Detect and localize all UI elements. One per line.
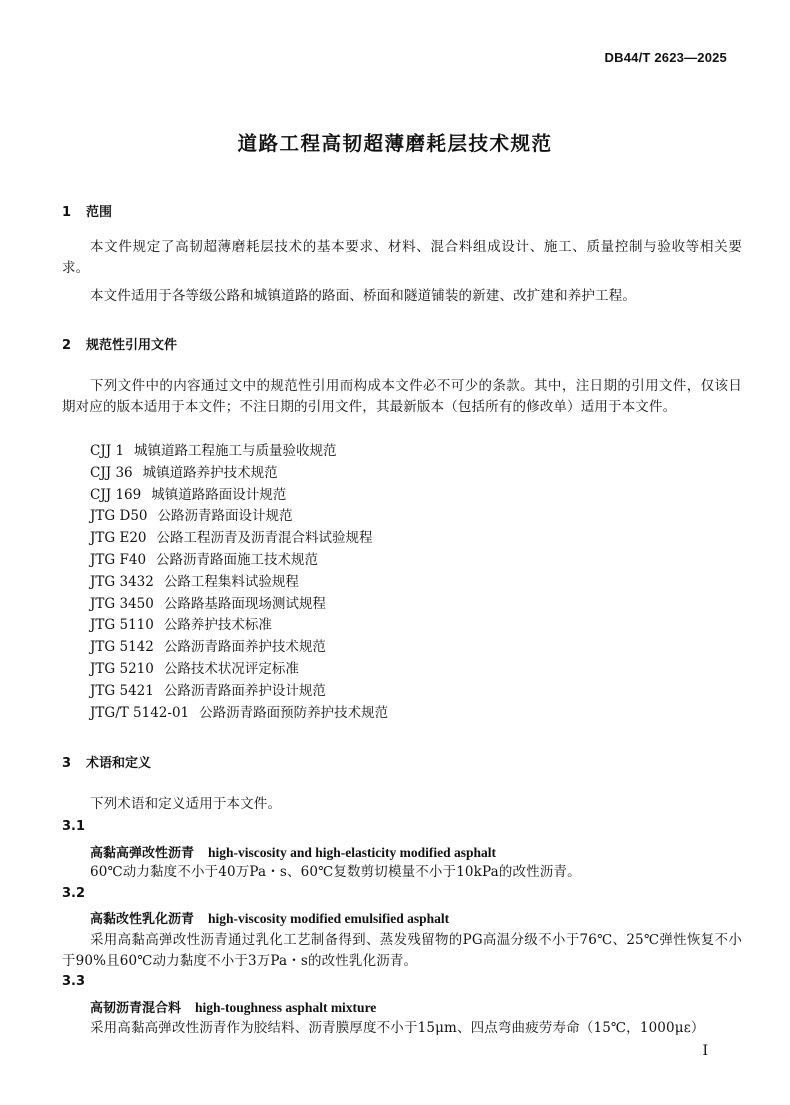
term-number: 3.3: [62, 974, 86, 989]
term-name-en: high-viscosity and high-elasticity modified asphalt: [208, 845, 497, 860]
reference-item: [90, 572, 388, 594]
term-name: [90, 997, 376, 1016]
reference-title: 公路技术状况评定标准: [163, 660, 299, 677]
reference-item: [90, 485, 388, 507]
reference-item: [90, 615, 388, 637]
reference-item: [90, 506, 388, 528]
section-1-paragraph-1: 本文件规定了高韧超薄磨耗层技术的基本要求、材料、混合料组成设计、施工、质量控制与验收等相关要求。: [62, 239, 742, 276]
document-title: 道路工程高韧超薄磨耗层技术规范: [237, 132, 553, 155]
reference-code: JTG E20: [90, 530, 147, 547]
section-title: 术语和定义: [86, 756, 152, 771]
reference-code: CJJ 169: [90, 486, 142, 503]
page-number: I: [702, 1043, 708, 1059]
reference-item: [90, 550, 388, 572]
reference-code: JTG 5142: [90, 639, 154, 656]
term-name-en: high-toughness asphalt mixture: [195, 1000, 377, 1015]
reference-item: [90, 594, 388, 616]
term-definition: 60℃动力黏度不小于40万Pa・s、60℃复数剪切模量不小于10kPa的改性沥青。: [90, 864, 581, 880]
section-title: 范围: [86, 205, 113, 220]
reference-code: CJJ 36: [90, 464, 133, 481]
term-name: [90, 842, 496, 861]
reference-title: 公路沥青路面施工技术规范: [156, 551, 319, 568]
section-3-intro: 下列术语和定义适用于本文件。: [90, 796, 282, 812]
reference-code: JTG D50: [90, 508, 148, 525]
reference-code: JTG F40: [90, 551, 147, 568]
reference-title: 公路路基路面现场测试规程: [163, 595, 326, 612]
reference-code: JTG 3450: [90, 595, 154, 612]
reference-list: [90, 441, 388, 724]
reference-item: [90, 463, 388, 485]
reference-title: 公路沥青路面预防养护技术规范: [199, 704, 389, 721]
term-definition: 采用高黏高弹改性沥青通过乳化工艺制备得到、蒸发残留物的PG高温分级不小于76℃、25℃弹性恢复不小于90%且60℃动力黏度不小于3万Pa・s的改性乳化沥青。: [62, 932, 742, 969]
term-definition: 采用高黏高弹改性沥青作为胶结料、沥青膜厚度不小于15μm、四点弯曲疲劳寿命（15℃，1000με）: [90, 1020, 705, 1036]
reference-title: 公路沥青路面设计规范: [157, 508, 293, 525]
reference-title: 城镇道路工程施工与质量验收规范: [134, 443, 337, 459]
term-name-cn: 高黏高弹改性沥青: [90, 846, 195, 861]
section-3-heading: [62, 752, 151, 771]
section-number: 3: [62, 756, 72, 771]
term-number: 3.1: [62, 819, 86, 834]
reference-code: CJJ 1: [90, 443, 125, 459]
reference-item: [90, 681, 388, 703]
term-name: [90, 908, 449, 927]
reference-code: JTG 3432: [90, 573, 154, 590]
reference-title: 公路沥青路面养护技术规范: [163, 639, 326, 656]
term-number: 3.2: [62, 886, 86, 901]
standard-code: DB44/T 2623—2025: [604, 50, 727, 65]
reference-title: 公路工程集料试验规程: [163, 573, 299, 590]
reference-item: [90, 703, 388, 725]
reference-title: 公路工程沥青及沥青混合料试验规程: [156, 530, 373, 547]
term-name-cn: 高韧沥青混合料: [90, 1001, 182, 1016]
reference-item: [90, 441, 388, 463]
reference-title: 城镇道路路面设计规范: [151, 486, 287, 503]
term-name-en: high-viscosity modified emulsified asphalt: [208, 911, 450, 926]
reference-item: [90, 659, 388, 681]
section-number: 2: [62, 338, 72, 353]
section-title: 规范性引用文件: [86, 338, 178, 353]
reference-code: JTG/T 5142-01: [90, 704, 190, 721]
section-2-heading: [62, 334, 177, 353]
reference-code: JTG 5421: [90, 682, 154, 699]
reference-title: 公路沥青路面养护设计规范: [163, 682, 326, 699]
reference-title: 公路养护技术标准: [163, 617, 272, 634]
reference-item: [90, 637, 388, 659]
reference-item: [90, 528, 388, 550]
reference-code: JTG 5110: [90, 617, 154, 634]
section-number: 1: [62, 205, 72, 220]
reference-title: 城镇道路养护技术规范: [142, 464, 278, 481]
section-2-intro: 下列文件中的内容通过文中的规范性引用而构成本文件必不可少的条款。其中，注日期的引用文件，仅该日期对应的版本适用于本文件；不注日期的引用文件，其最新版本（包括所有的修改单）适用于本文件。: [62, 378, 742, 415]
section-1-paragraph-2: 本文件适用于各等级公路和城镇道路的路面、桥面和隧道铺装的新建、改扩建和养护工程。: [90, 288, 636, 304]
section-1-heading: [62, 201, 112, 220]
term-name-cn: 高黏改性乳化沥青: [90, 912, 195, 927]
reference-code: JTG 5210: [90, 660, 154, 677]
